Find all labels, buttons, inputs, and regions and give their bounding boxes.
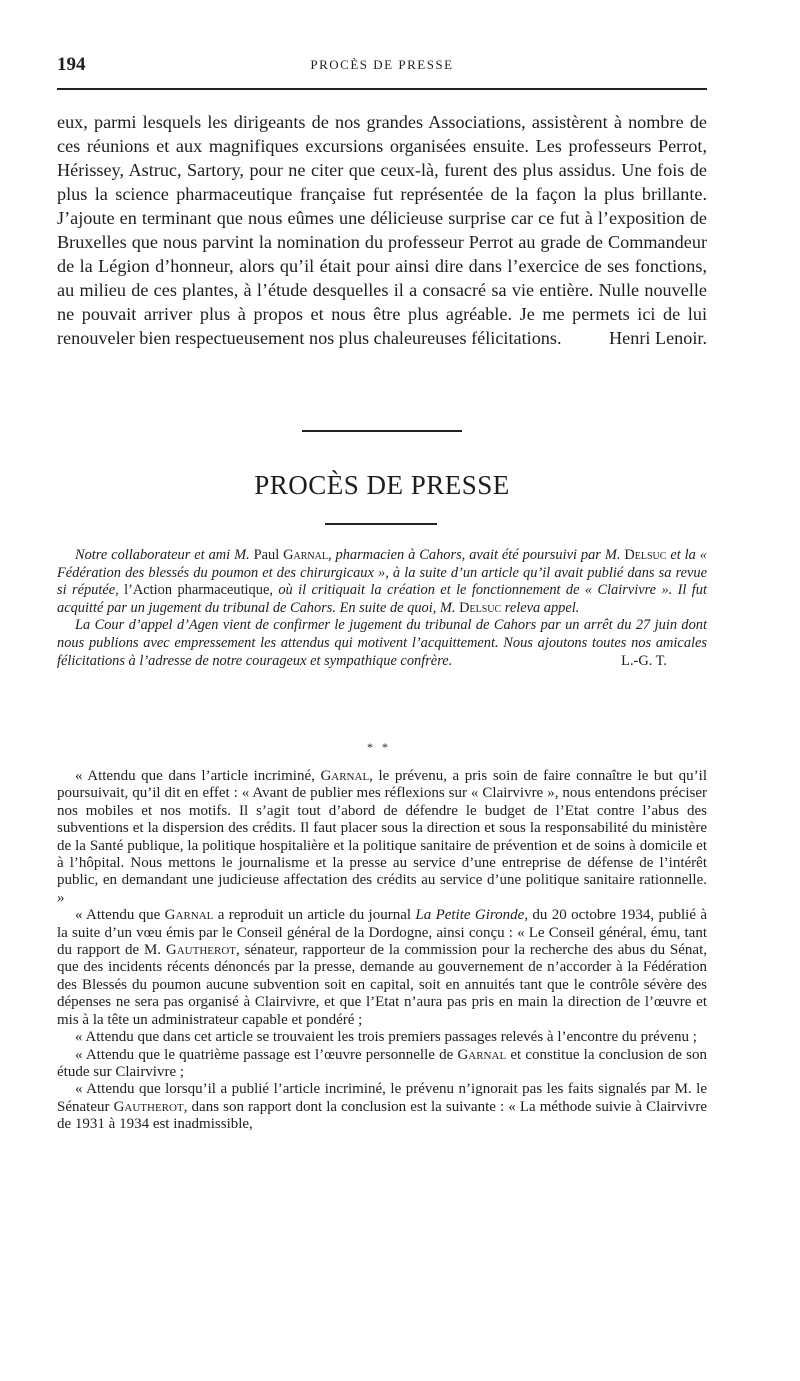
author-signature: Henri Lenoir. [609,328,707,348]
person-name: Garnal [457,1046,507,1063]
person-name: Garnal [320,768,370,784]
running-title: PROCÈS DE PRESSE [310,57,454,72]
judgment-text [57,768,707,1134]
person-name: Delsuc [459,599,502,616]
page-header [57,54,707,82]
editor-note-paragraph: Notre collaborateur et ami M. Paul Garnal, pharmacien à Cahors, avait été poursuivi par M. Delsuc et la « Fédération des blessés du poumon et des chirurgicaux », à la suite d’un article qu’il avait publié dans sa revue si réputée, l’Action pharmaceutique, où il critiquait la création et le fonctionnement de « Clairvivre ». Il fut acquitté par un jugement du tribunal de Cahors. En suite de quoi, M. Delsuc releva appel. [57,547,707,616]
person-name: Delsuc [624,547,667,563]
person-name: Gautherot [113,1098,184,1115]
continuation-text: eux, parmi lesquels les dirigeants de nos grandes Associations, assistèrent à nombre de ces réunions et aux magnifiques excursions organisées ensuite. Les professeurs Perrot, Hérissey, Astruc, Sartory, pour ne citer que ceux-là, furent des plus assidus. Une fois de plus la science pharmaceutique française fut représentée de la façon la plus brillante. J’ajoute en terminant que nous eûmes une délicieuse surprise car ce fut à l’exposition de Bruxelles que nous parvint la nomination du professeur Perrot au grade de Commandeur de la Légion d’honneur, alors qu’il était pour ainsi dire dans l’exercice de ses fonctions, au milieu de ces plantes, à l’étude desquelles il a consacré sa vie entière. Nulle nouvelle ne pouvait arriver plus à propos et nous être plus agréable. Je me permets ici de lui renouveler bien respectueusement nos plus chaleureuses félicitations. [57,112,707,348]
journal-name: La Petite Gironde [415,907,525,924]
asterism: * * [367,740,391,754]
section-title: PROCÈS DE PRESSE [254,470,510,500]
judgment-paragraph: « Attendu que Garnal a reproduit un article du journal La Petite Gironde, du 20 octobre 1934, publié à la suite d’un vœu émis par le Conseil général de la Dordogne, ainsi conçu : « Le Conseil général, ému, tant du rapport de M. Gautherot, sénateur, rapporteur de la commission pour la recherche des abus du Sénat, que des incidents récents dénoncés par la presse, demande au gouvernement de n’accorder à la Fédération des Blessés du poumon aucune subvention soit en capital, soit en annuités tant que le contrôle sévère des dépenses ne sera pas organisé à Clairvivre, et que l’Etat n’aura pas pris en main la direction de l’œuvre et mis à la tête un administrateur capable et pondéré ; [57,907,708,1028]
person-name: Gautherot [165,942,237,959]
judgment-paragraph: « Attendu que lorsqu’il a publié l’article incriminé, le prévenu n’ignorait pas les faits signalés par M. le Sénateur Gautherot, dans son rapport dont la conclusion est la suivante : « La méthode suivie à Clairvivre de 1931 à 1934 est inadmissible, [57,1081,707,1133]
journal-name: l’Action pharmaceutique, [124,582,273,599]
page-number: 194 [57,54,86,75]
person-name: Garnal [283,547,328,563]
editor-note-paragraph: La Cour d’appel d’Agen vient de confirmer le jugement du tribunal de Cahors par un arrêt du 27 juin dont nous publions avec empressement les attendus qui motivent l’acquittement. Nous ajoutons toutes nos amicales félicitations à l’adresse de notre courageux et sympathique confrère. L.-G. T. [57,617,707,669]
judgment-paragraph: « Attendu que le quatrième passage est l’œuvre personnelle de Garnal et constitue la conclusion de son étude sur Clairvivre ; [57,1046,707,1080]
continuation-paragraph [57,110,707,350]
editor-note [57,547,707,670]
person-name: Garnal [164,907,214,924]
judgment-paragraph: « Attendu que dans cet article se trouvaient les trois premiers passages relevés à l’encontre du prévenu ; [75,1029,697,1046]
judgment-paragraph: « Attendu que dans l’article incriminé, Garnal, le prévenu, a pris soin de faire connaître le but qu’il poursuivait, qu’il dit en effet : « Avant de publier mes réflexions sur « Clairvivre », nous entendons préciser nos mobiles et nos motifs. Il s’agit tout d’abord de défendre le budget de l’Etat contre l’abus des subventions et la dispersion des crédits. Il faut placer sous la direction et sous la responsabilité du ministère de la Santé publique, la politique hospitalière et la politique sanitaire de prévention et de soins à domicile et à l’hôpital. Nous mettons le journalisme et la presse au service d’une entreprise de défense de l’intérêt public, en demandant une judicieuse affectation des crédits au service d’une politique sanitaire rationnelle. » [57,768,707,906]
title-rule [325,523,437,525]
editor-initials: L.-G. T. [621,652,667,669]
section-divider [302,430,462,432]
header-rule [57,88,707,90]
